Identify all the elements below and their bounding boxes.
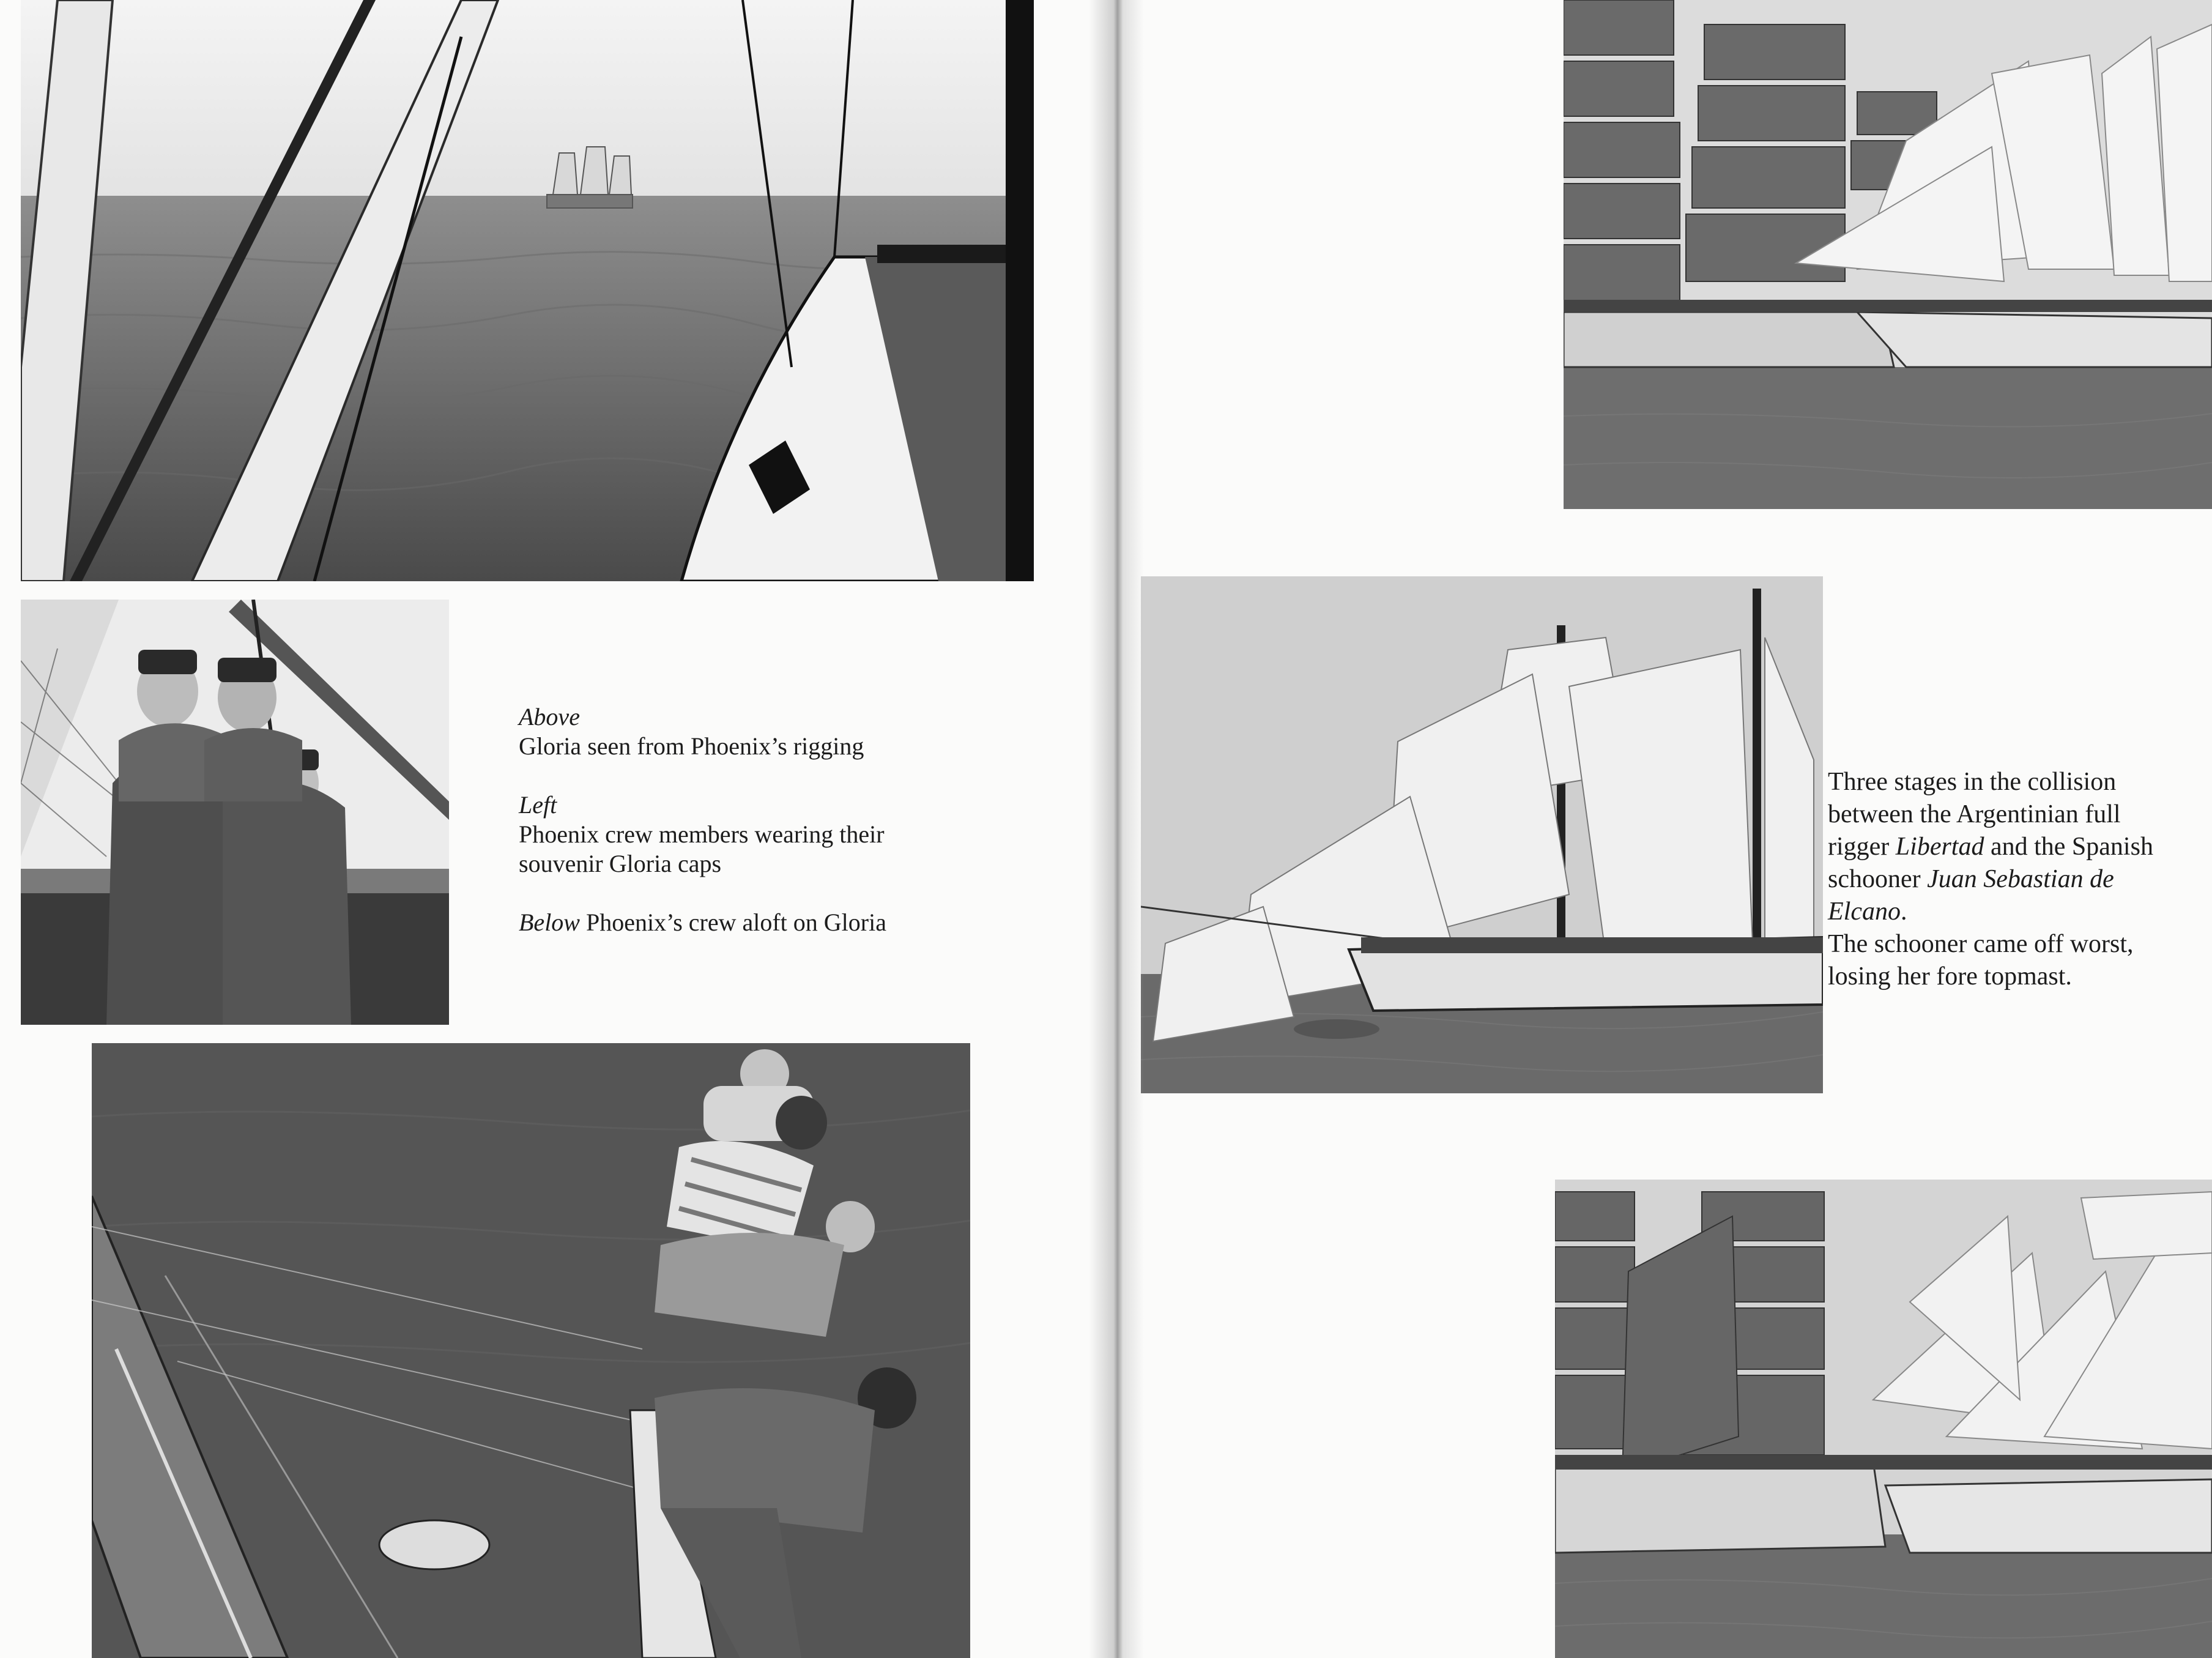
caption-above-label: Above [519,703,580,730]
left-page-caption [519,702,1020,937]
caption-right-line-3-post: and the Spanish [1984,833,2153,861]
photo-collision-stage-2 [1141,576,1823,1093]
right-page-caption [1828,766,2207,993]
crew-image [21,600,449,1025]
caption-below-text: Phoenix’s crew aloft on Gloria [579,909,886,936]
photo-gloria-from-rigging [21,0,1034,581]
caption-right-line-5-post: . [1900,898,1907,926]
aloft-image [92,1043,970,1658]
caption-below [519,908,1020,937]
caption-ship-elcano: Elcano [1828,898,1901,926]
caption-right-line-1: Three stages in the collision [1828,768,2117,796]
caption-left [519,790,1020,820]
sea-scene-image [21,0,1034,581]
caption-below-label: Below [519,909,580,936]
stage-3-image [1555,1180,2212,1658]
caption-left-label: Left [519,791,557,819]
caption-right-line-2: between the Argentinian full [1828,800,2121,828]
book-gutter [1089,0,1144,1658]
caption-right-line-6: The schooner came off worst, [1828,930,2134,958]
caption-right-line-7: losing her fore topmast. [1828,962,2072,991]
stage-2-image [1141,576,1823,1093]
caption-ship-libertad: Libertad [1895,833,1984,861]
photo-collision-stage-1 [1564,0,2212,509]
caption-left-text-2: souvenir Gloria caps [519,850,722,877]
photo-crew-aloft [92,1043,970,1658]
caption-right-line-3-pre: rigger [1828,833,1896,861]
caption-right-line-4 [1828,863,2207,896]
caption-right-line-4-pre: schooner [1828,865,1928,893]
photo-crew-with-caps [21,600,449,1025]
caption-left-text-1: Phoenix crew members wearing their [519,820,885,848]
right-page [1113,0,2212,1658]
stage-1-image [1564,0,2212,509]
caption-right-line-3 [1828,831,2207,863]
caption-right-line-5 [1828,896,2207,928]
caption-above-text: Gloria seen from Phoenix’s rigging [519,732,864,760]
caption-ship-juan-sebastian: Juan Sebastian de [1927,865,2114,893]
photo-collision-stage-3 [1555,1180,2212,1658]
caption-above [519,702,1020,732]
